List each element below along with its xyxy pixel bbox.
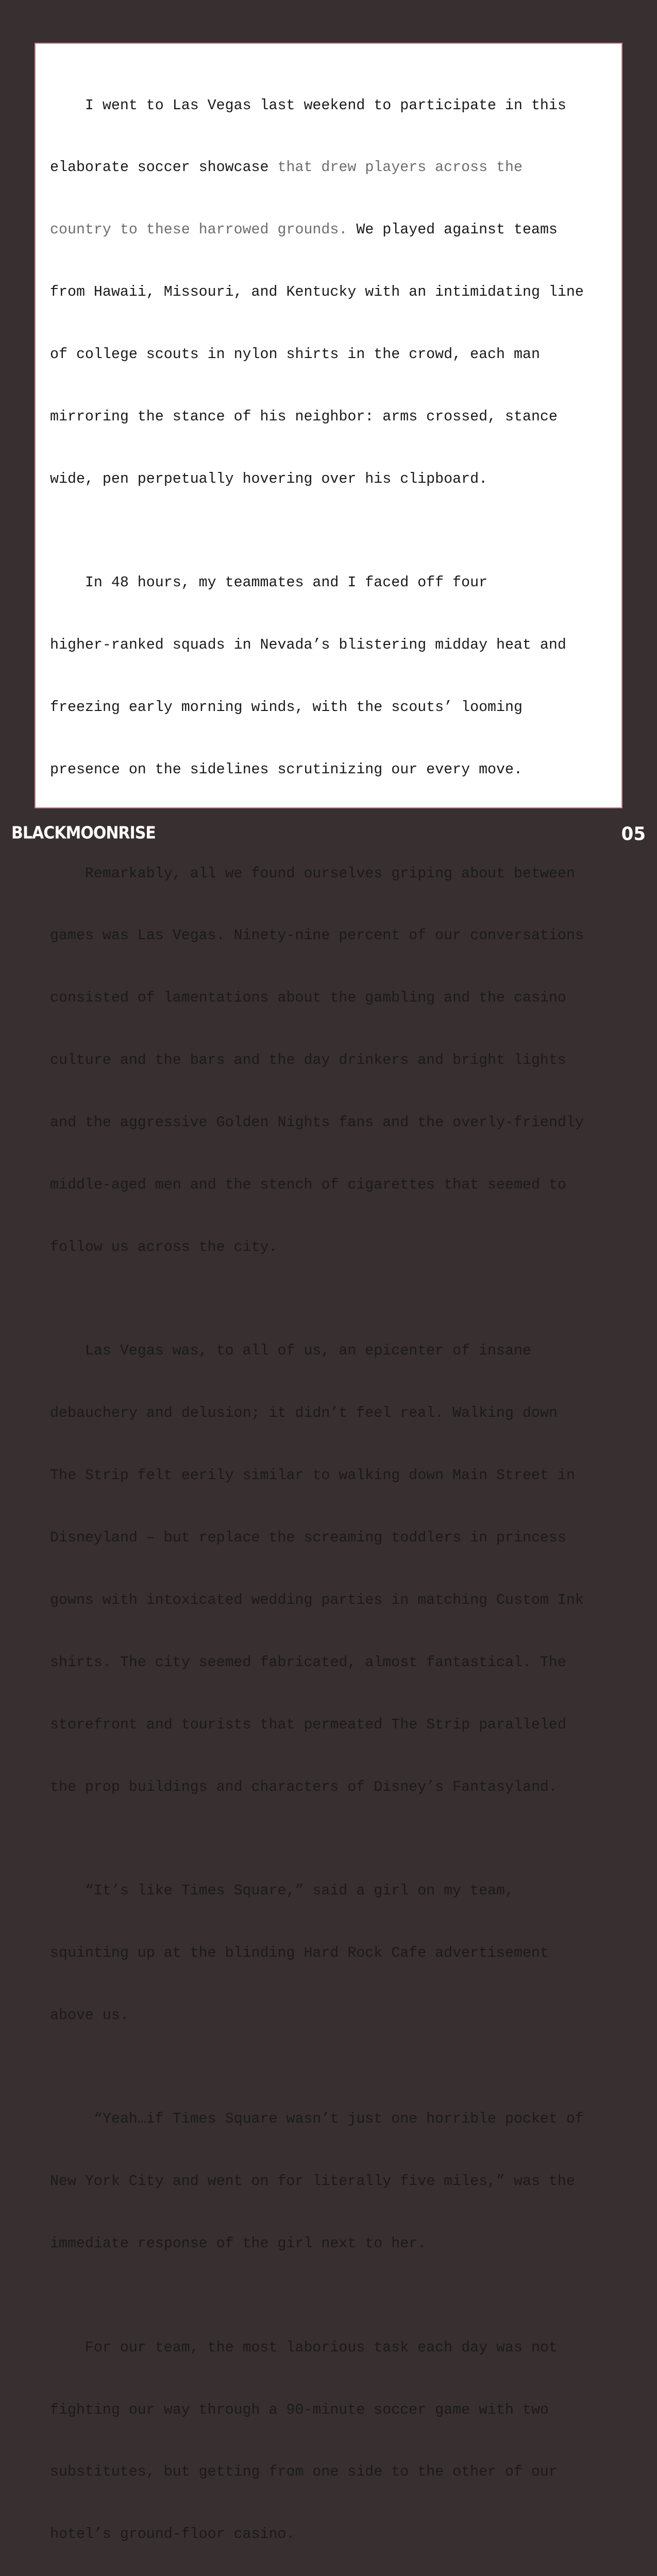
text-line: substitutes, but getting from one side to the other of our	[50, 2464, 558, 2481]
text-line: In 48 hours, my teammates and I faced off four	[50, 574, 488, 591]
publication-name: BLACKMOONRISE	[11, 823, 156, 843]
paragraph-6	[50, 2067, 614, 2296]
text-line: mirroring the stance of his neighbor: arms crossed, stance	[50, 409, 558, 426]
page-number: 05	[621, 823, 646, 845]
article-body	[50, 54, 614, 2576]
text-line: shirts. The city seemed fabricated, almost fantastical. The	[50, 1654, 566, 1671]
text-line: culture and the bars and the day drinkers and bright lights	[50, 1052, 566, 1069]
text-line: consisted of lamentations about the gambling and the casino	[50, 990, 566, 1007]
text-line: For our team, the most laborious task each day was not	[50, 2339, 558, 2356]
text-line: and the aggressive Golden Nights fans and the overly-friendly	[50, 1114, 584, 1131]
muted-text-segment: that drew players across the	[277, 159, 523, 176]
text-segment: We played against teams	[347, 222, 558, 239]
text-line: immediate response of the girl next to her.	[50, 2235, 427, 2252]
text-line: the prop buildings and characters of Disney’s Fantasyland.	[50, 1778, 558, 1795]
text-line: higher-ranked squads in Nevada’s blistering midday heat and	[50, 637, 566, 654]
paragraph-1	[50, 54, 614, 531]
paragraph-4	[50, 1299, 614, 1839]
text-line: games was Las Vegas. Ninety-nine percent of our conversations	[50, 927, 584, 944]
text-line: I went to Las Vegas last weekend to participate in this	[50, 97, 566, 114]
text-line: squinting up at the blinding Hard Rock Cafe advertisement	[50, 1945, 549, 1962]
text-line	[50, 219, 614, 240]
text-line: above us.	[50, 2007, 129, 2024]
text-line: follow us across the city.	[50, 1239, 278, 1256]
muted-text-segment: country to these harrowed grounds.	[50, 222, 348, 239]
text-line	[50, 157, 614, 178]
text-line: wide, pen perpetually hovering over his clipboard.	[50, 470, 488, 487]
text-line: “It’s like Times Square,” said a girl on my team,	[50, 1883, 514, 1900]
paragraph-2	[50, 531, 614, 822]
text-line: middle-aged men and the stench of cigarettes that seemed to	[50, 1177, 566, 1194]
text-line: storefront and tourists that permeated The Strip paralleled	[50, 1716, 566, 1733]
text-line: of college scouts in nylon shirts in the crowd, each man	[50, 346, 540, 363]
text-line: Las Vegas was, to all of us, an epicenter of insane	[50, 1343, 531, 1360]
text-segment: elaborate soccer showcase	[50, 159, 278, 176]
text-line: debauchery and delusion; it didn’t feel real. Walking down	[50, 1405, 558, 1422]
text-line: Remarkably, all we found ourselves griping about between	[50, 865, 575, 882]
text-line: Disneyland – but replace the screaming toddlers in princess	[50, 1530, 566, 1547]
text-line: The Strip felt eerily similar to walking down Main Street in	[50, 1467, 575, 1484]
paragraph-3	[50, 822, 614, 1299]
text-line: hotel’s ground-floor casino.	[50, 2526, 295, 2543]
text-line: gowns with intoxicated wedding parties in matching Custom Ink	[50, 1591, 584, 1608]
paragraph-5	[50, 1839, 614, 2067]
text-line: “Yeah…if Times Square wasn’t just one horrible pocket of	[50, 2111, 584, 2128]
text-line: fighting our way through a 90-minute soccer game with two	[50, 2401, 549, 2418]
text-line: New York City and went on for literally five miles,” was the	[50, 2173, 575, 2190]
text-line: presence on the sidelines scrutinizing our every move.	[50, 761, 523, 778]
text-line: freezing early morning winds, with the scouts’ looming	[50, 699, 523, 716]
paragraph-7	[50, 2296, 614, 2576]
text-line: from Hawaii, Missouri, and Kentucky with an intimidating line	[50, 284, 584, 301]
